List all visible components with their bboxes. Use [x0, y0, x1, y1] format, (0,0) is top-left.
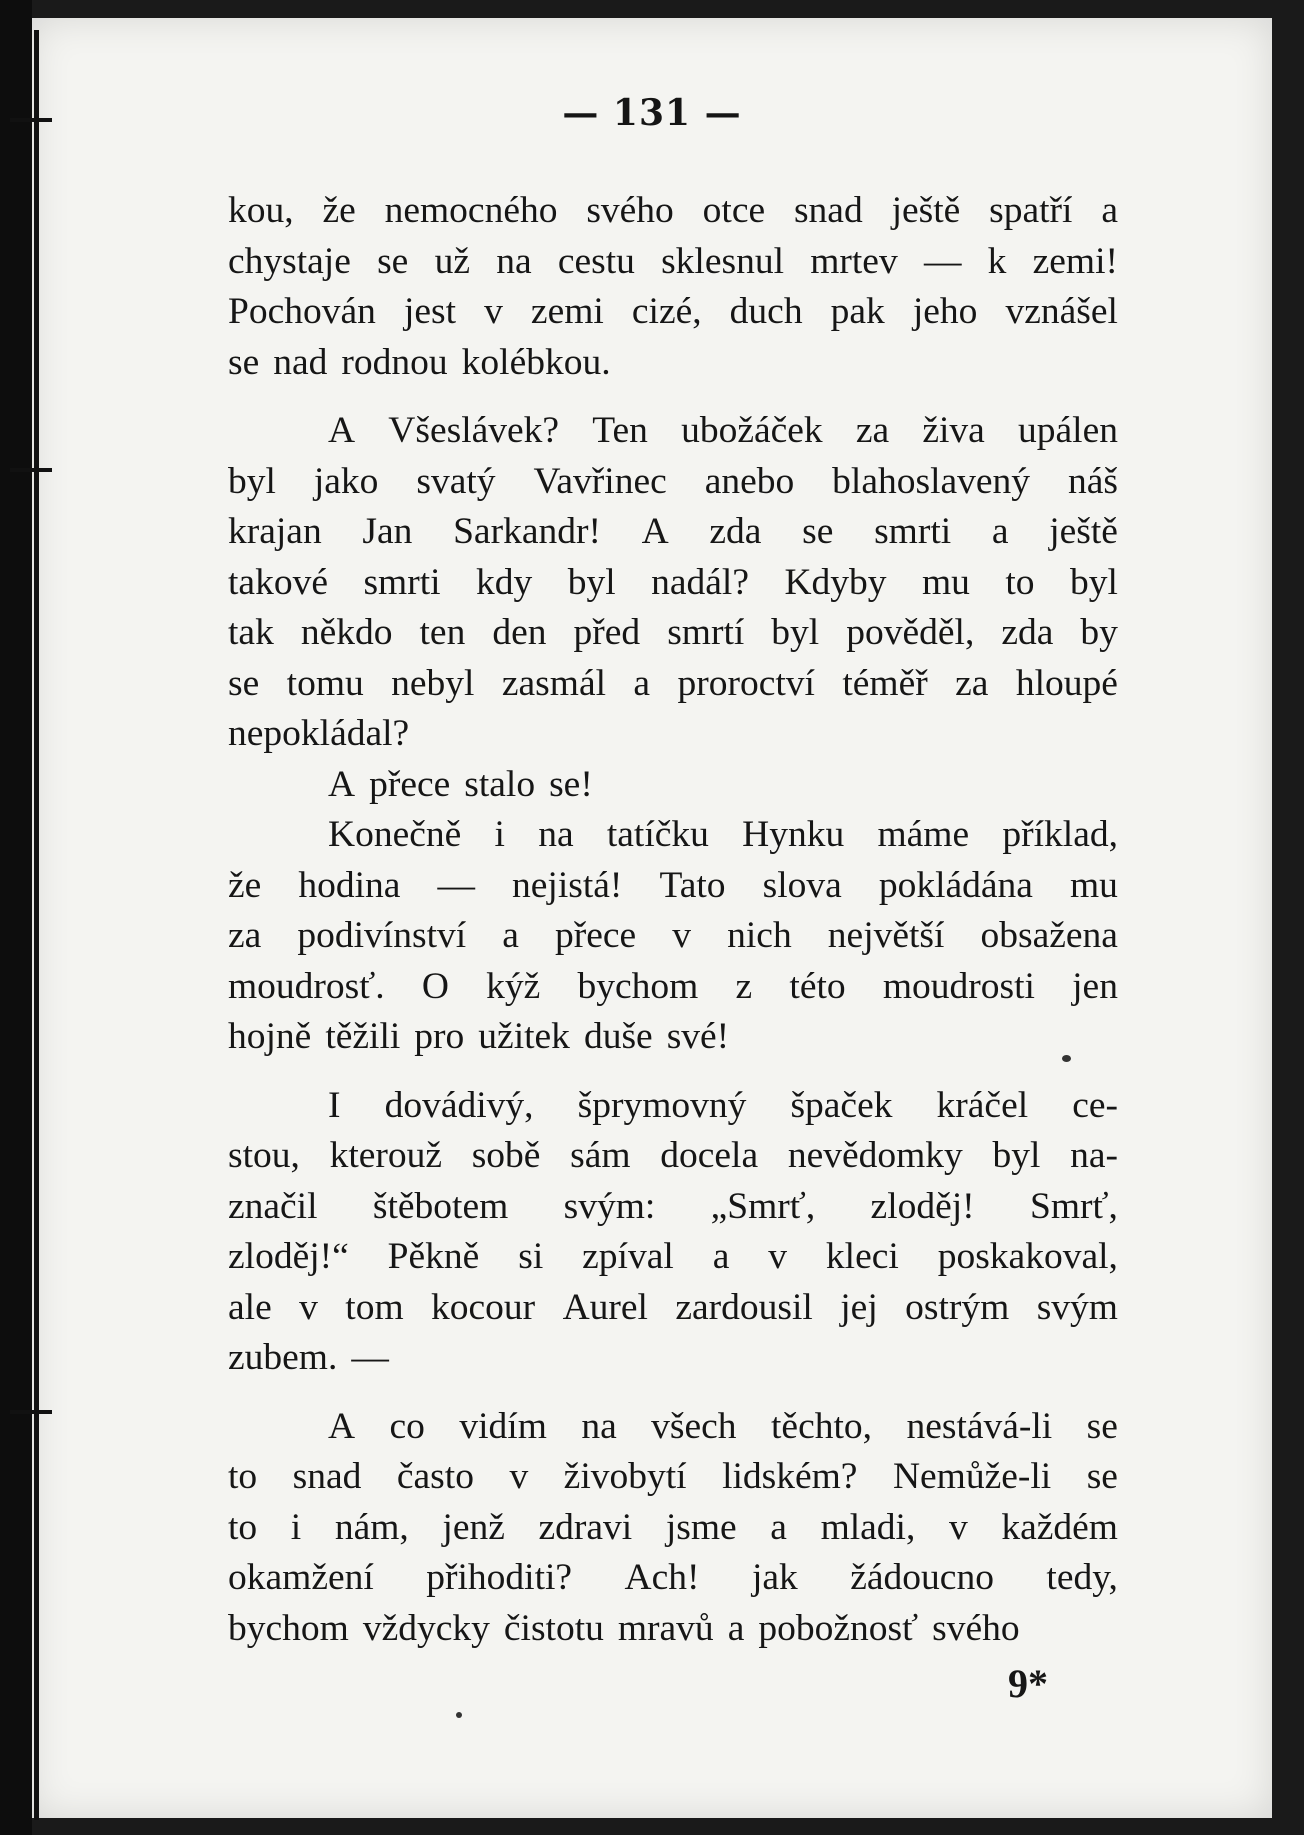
print-speck — [456, 1712, 462, 1718]
text-line: Pochován jest v zemi cizé, duch pak jeho vznášel — [228, 291, 1118, 332]
print-speck — [1062, 1055, 1071, 1062]
paragraph — [228, 1081, 1118, 1384]
text-line: to snad často v živobytí lidském? Nemůže-li se — [228, 1456, 1118, 1497]
text-line: za podivínství a přece v nich největší obsažena — [228, 915, 1118, 956]
page-number: — 131 — — [562, 92, 742, 134]
book-binding-edge — [0, 0, 32, 1835]
paragraph-gap — [228, 1384, 1118, 1402]
text-line: byl jako svatý Vavřinec anebo blahoslavený náš — [228, 460, 1118, 502]
paragraph-gap — [228, 1063, 1118, 1081]
text-line: A co vidím na všech těchto, nestává-li se — [328, 1405, 1118, 1447]
text-line: ale v tom kocour Aurel zardousil jej ostrým svým — [228, 1286, 1118, 1328]
text-line: zubem. — — [228, 1337, 389, 1378]
text-line: to i nám, jenž zdravi jsme a mladi, v každém — [228, 1506, 1118, 1548]
paragraph — [228, 810, 1118, 1063]
text-line: se nad rodnou kolébkou. — [228, 341, 611, 383]
text-line: bychom vždycky čistotu mravů a pobožnosť svého — [228, 1607, 1020, 1649]
text-line: že hodina — nejistá! Tato slova pokládána mu — [228, 864, 1118, 906]
text-line: I dovádivý, šprymovný špaček kráčel ce- — [328, 1084, 1118, 1126]
text-line: A přece stalo se! — [328, 763, 593, 805]
text-line: krajan Jan Sarkandr! A zda se smrti a ještě — [228, 511, 1118, 552]
text-line: moudrosť. O kýž bychom z této moudrosti jen — [228, 965, 1118, 1007]
text-line: stou, kterouž sobě sám docela nevědomky byl na- — [228, 1135, 1118, 1176]
text-line: se tomu nebyl zasmál a proroctví téměř za hloupé — [228, 662, 1118, 704]
binding-tick-mark — [10, 468, 52, 472]
binding-rule — [34, 30, 39, 1820]
binding-tick-mark — [10, 1410, 52, 1414]
body-text — [228, 186, 1118, 1654]
text-line: chystaje se už na cestu sklesnul mrtev — k zemi! — [228, 240, 1118, 282]
text-line: takové smrti kdy byl nadál? Kdyby mu to byl — [228, 561, 1118, 603]
paragraph-gap — [228, 388, 1118, 406]
text-line: kou, že nemocného svého otce snad ještě spatří a — [228, 190, 1118, 231]
text-line: tak někdo ten den před smrtí byl pověděl, zda by — [228, 612, 1118, 653]
signature-mark: 9* — [1008, 1661, 1048, 1706]
text-line: Konečně i na tatíčku Hynku máme příklad, — [328, 814, 1118, 855]
paragraph — [228, 186, 1118, 388]
paragraph — [228, 760, 1118, 811]
text-line: A Všeslávek? Ten ubožáček za živa upálen — [328, 410, 1118, 451]
paragraph — [228, 1402, 1118, 1655]
text-line: nepokládal? — [228, 713, 410, 754]
paragraph — [228, 406, 1118, 760]
text-line: zloděj!“ Pěkně si zpíval a v kleci poskakoval, — [228, 1236, 1118, 1277]
text-line: značil štěbotem svým: „Smrť, zloděj! Smrť, — [228, 1185, 1118, 1227]
text-line: okamžení přihoditi? Ach! jak žádoucno tedy, — [228, 1557, 1118, 1598]
text-line: hojně těžili pro užitek duše své! — [228, 1016, 730, 1057]
